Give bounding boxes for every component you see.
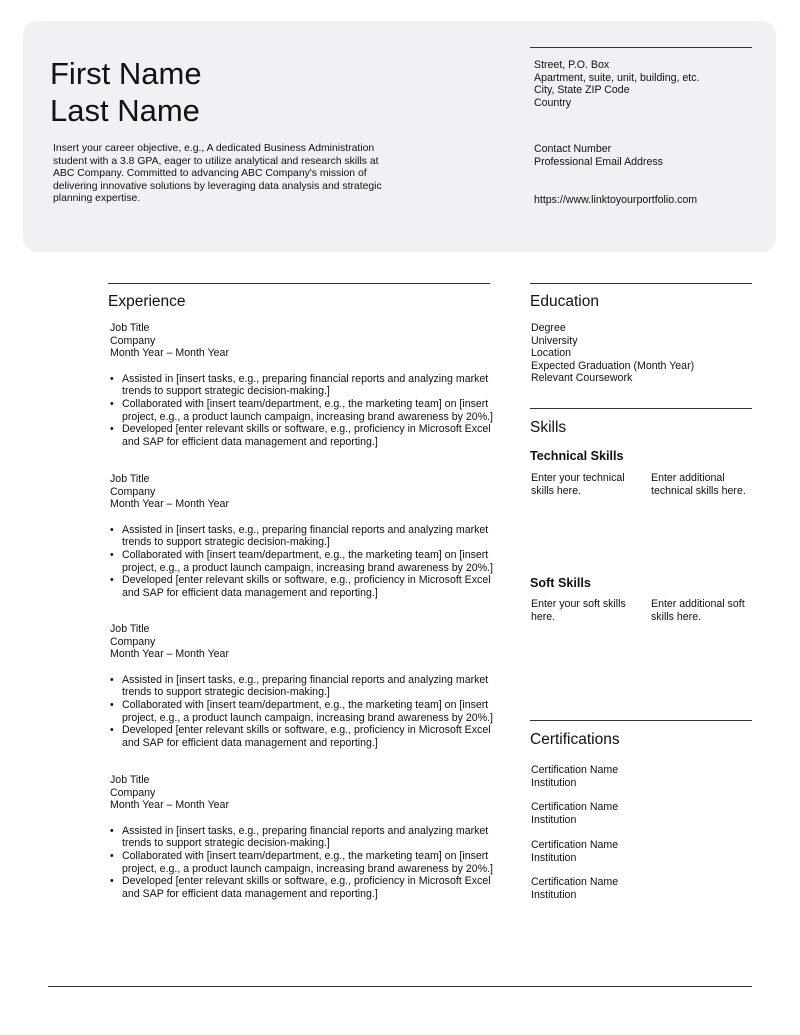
- certifications-divider: [530, 720, 752, 721]
- soft-skill: Enter additional soft skills here.: [651, 598, 745, 623]
- portfolio-block: [534, 194, 697, 207]
- first-name: First Name: [50, 56, 202, 91]
- expected-graduation: Expected Graduation (Month Year): [531, 359, 695, 372]
- last-name: Last Name: [50, 93, 200, 128]
- company: Company: [110, 334, 156, 347]
- certification-institution: Institution: [531, 851, 577, 864]
- job-bullet: • Developed [enter relevant skills or software, e.g., proficiency in Microsoft Excel and SAP for efficient data management and reporting.]: [110, 724, 495, 749]
- contact-block: [534, 143, 663, 168]
- company: Company: [110, 485, 156, 498]
- technical-skill: Enter additional technical skills here.: [651, 472, 746, 497]
- address-line: Apartment, suite, unit, building, etc.: [534, 71, 700, 84]
- job-bullet: • Developed [enter relevant skills or software, e.g., proficiency in Microsoft Excel and SAP for efficient data management and reporting.]: [110, 574, 495, 599]
- job-dates: Month Year – Month Year: [110, 799, 229, 812]
- experience-heading: Experience: [108, 293, 186, 310]
- education-divider: [530, 283, 752, 284]
- address-line: Street, P.O. Box: [534, 59, 610, 71]
- job-title: Job Title: [110, 322, 150, 334]
- job-entry: [110, 322, 495, 448]
- certification-institution: Institution: [531, 776, 577, 789]
- job-bullet: • Developed [enter relevant skills or software, e.g., proficiency in Microsoft Excel and SAP for efficient data management and reporting.]: [110, 875, 495, 900]
- certification-name: Certification Name: [531, 839, 619, 851]
- job-bullet: • Assisted in [insert tasks, e.g., preparing financial reports and analyzing market trends to support strategic decision-making.]: [110, 373, 495, 398]
- job-dates: Month Year – Month Year: [110, 347, 229, 360]
- job-title: Job Title: [110, 774, 150, 786]
- job-bullet: • Developed [enter relevant skills or software, e.g., proficiency in Microsoft Excel and SAP for efficient data management and reporting.]: [110, 423, 495, 448]
- certifications-heading: Certifications: [530, 731, 620, 748]
- job-entry: [110, 473, 495, 599]
- job-bullets: [110, 373, 495, 449]
- job-bullet: • Collaborated with [insert team/department, e.g., the marketing team] on [insert project, e.g., a product launch campaign, increasing brand awareness by 20%.]: [110, 549, 495, 574]
- skills-divider: [530, 408, 752, 409]
- relevant-coursework: Relevant Coursework: [531, 372, 633, 385]
- contact-number: Contact Number: [534, 143, 612, 155]
- job-bullet: • Assisted in [insert tasks, e.g., preparing financial reports and analyzing market trends to support strategic decision-making.]: [110, 524, 495, 549]
- degree: Degree: [531, 322, 566, 334]
- certification-name: Certification Name: [531, 801, 619, 813]
- job-entry: [110, 623, 495, 749]
- contact-divider: [530, 47, 752, 48]
- name-heading: [50, 55, 202, 129]
- skills-heading: Skills: [530, 419, 567, 436]
- company: Company: [110, 635, 156, 648]
- job-bullet: • Assisted in [insert tasks, e.g., preparing financial reports and analyzing market trends to support strategic decision-making.]: [110, 674, 495, 699]
- certification-institution: Institution: [531, 888, 577, 901]
- experience-divider: [108, 283, 490, 284]
- location: Location: [531, 347, 572, 360]
- certification-institution: Institution: [531, 813, 577, 826]
- job-dates: Month Year – Month Year: [110, 498, 229, 511]
- job-bullet: • Collaborated with [insert team/department, e.g., the marketing team] on [insert project, e.g., a product launch campaign, increasing brand awareness by 20%.]: [110, 850, 495, 875]
- address-line: Country: [534, 96, 572, 109]
- job-dates: Month Year – Month Year: [110, 648, 229, 661]
- education-details: [531, 322, 694, 385]
- email-address: Professional Email Address: [534, 155, 663, 168]
- certification-name: Certification Name: [531, 764, 619, 776]
- job-bullets: [110, 674, 495, 750]
- job-bullet: • Collaborated with [insert team/department, e.g., the marketing team] on [insert project, e.g., a product launch campaign, increasing brand awareness by 20%.]: [110, 699, 495, 724]
- education-heading: Education: [530, 293, 599, 310]
- company: Company: [110, 786, 156, 799]
- job-title: Job Title: [110, 473, 150, 485]
- technical-skill: Enter your technical skills here.: [531, 472, 625, 497]
- soft-skills-heading: Soft Skills: [530, 576, 591, 590]
- job-title: Job Title: [110, 623, 150, 635]
- job-bullet: • Collaborated with [insert team/department, e.g., the marketing team] on [insert project, e.g., a product launch campaign, increasing brand awareness by 20%.]: [110, 398, 495, 423]
- certification-item: [531, 801, 618, 826]
- job-bullet: • Assisted in [insert tasks, e.g., preparing financial reports and analyzing market trends to support strategic decision-making.]: [110, 825, 495, 850]
- soft-skill: Enter your soft skills here.: [531, 598, 626, 623]
- certification-name: Certification Name: [531, 876, 619, 888]
- address-line: City, State ZIP Code: [534, 84, 630, 97]
- job-bullets: [110, 825, 495, 901]
- certification-item: [531, 876, 618, 901]
- job-bullets: [110, 524, 495, 600]
- portfolio-link[interactable]: https://www.linktoyourportfolio.com: [534, 194, 698, 206]
- address-block: [534, 59, 699, 109]
- job-entry: [110, 774, 495, 900]
- footer-divider: [48, 986, 752, 987]
- certification-item: [531, 764, 618, 789]
- certification-item: [531, 839, 618, 864]
- technical-skills-heading: Technical Skills: [530, 449, 624, 463]
- university: University: [531, 334, 578, 347]
- career-objective: Insert your career objective, e.g., A dedicated Business Administration student with a 3.8 GPA, eager to utilize analytical and research skills at ABC Company. Committed to advancing ABC Company's mission of delivering innovative solutions by leveraging data analysis and strategic planning expertise.: [53, 143, 382, 205]
